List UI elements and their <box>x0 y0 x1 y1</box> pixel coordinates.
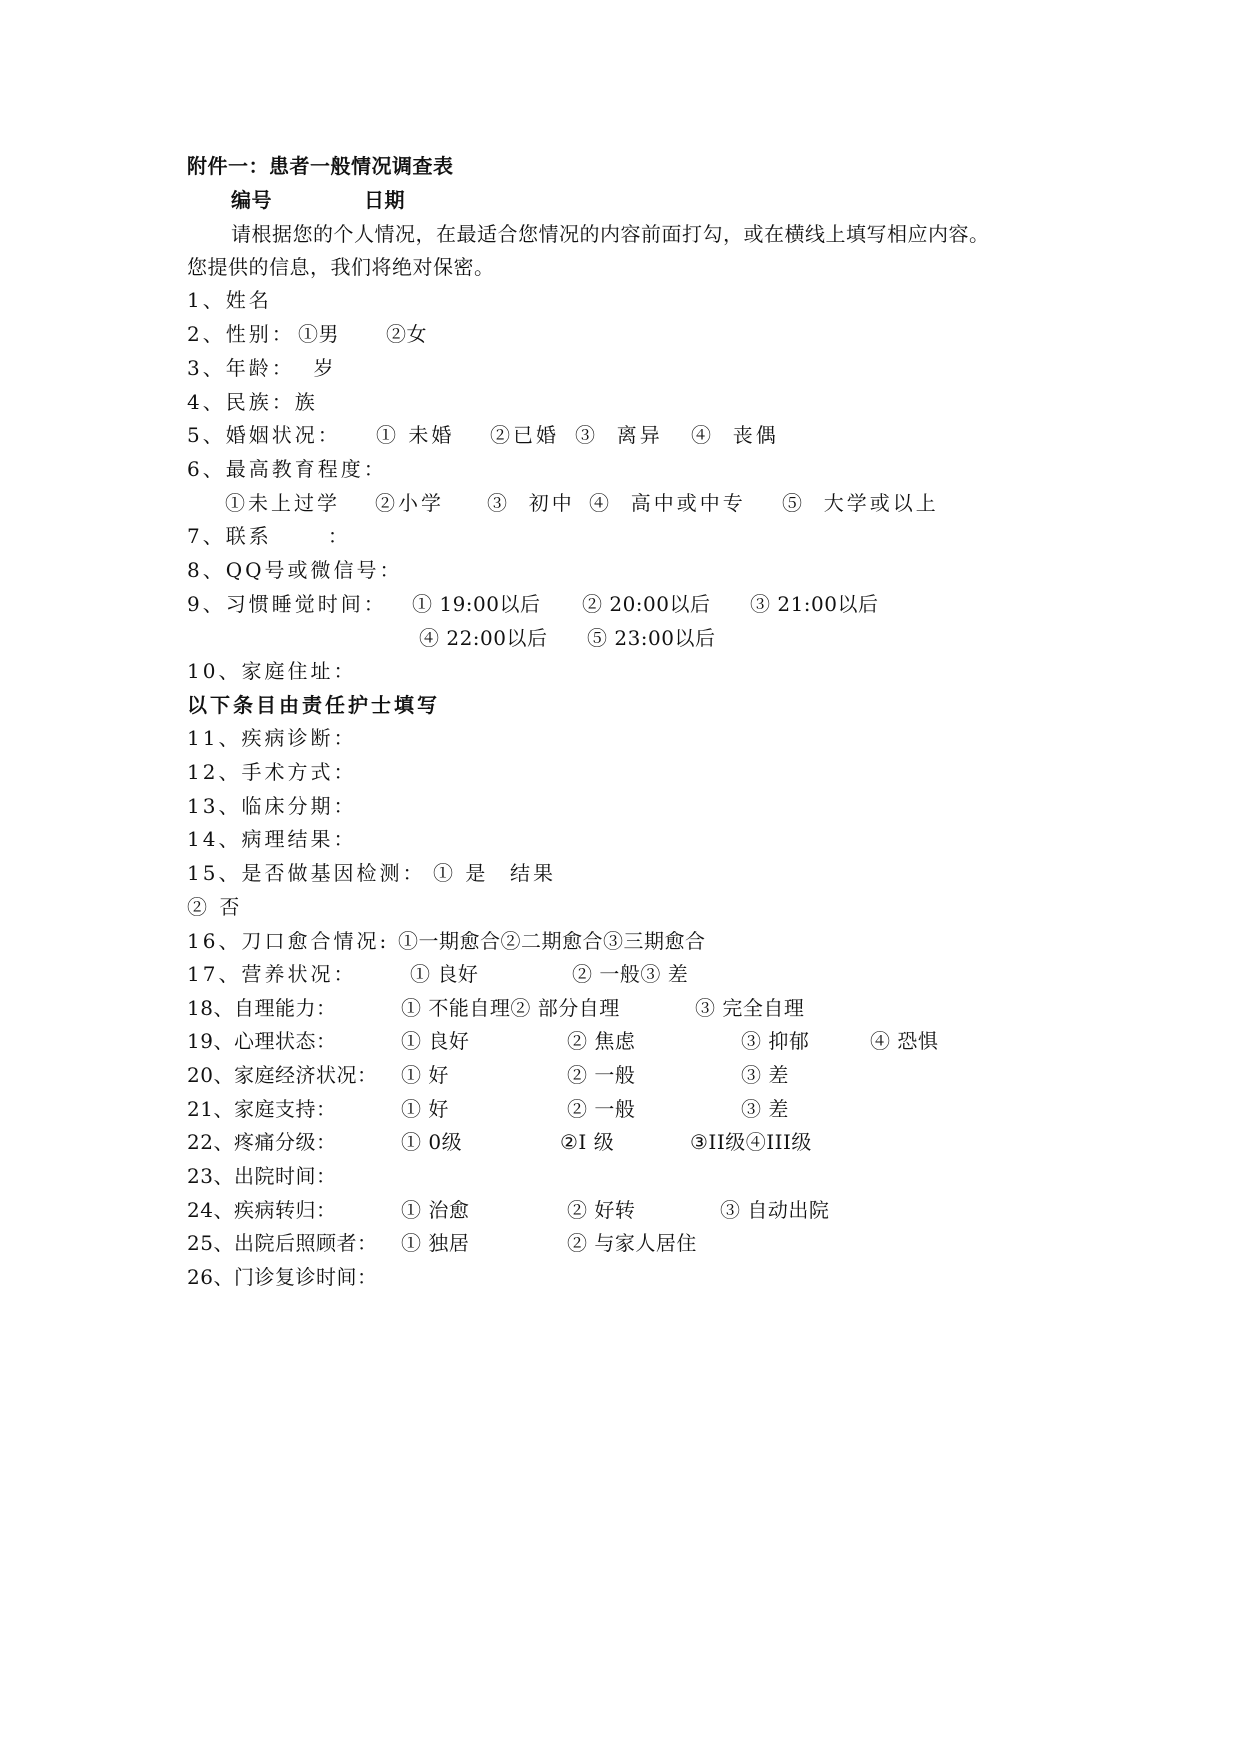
question-6-option-4: ④ 高中或中专 <box>589 491 746 515</box>
question-6-option-3: ③ 初中 <box>487 491 575 515</box>
question-13: 13、临床分期： <box>187 794 357 818</box>
question-12: 12、手术方式： <box>187 760 357 784</box>
question-22-label: 22、疼痛分级： <box>187 1130 337 1154</box>
question-5-option-2: ②已婚 <box>490 423 559 447</box>
question-15-option-1: ① 是 <box>433 861 489 885</box>
question-6-label: 6、最高教育程度： <box>187 457 387 481</box>
intro-line-2: 您提供的信息，我们将绝对保密。 <box>187 255 495 279</box>
question-19-option-2: ② 焦虑 <box>567 1029 636 1053</box>
question-9-option-4: ④ 22:00以后 <box>419 626 548 650</box>
question-5-label: 5、婚姻状况： <box>187 423 341 447</box>
question-2-option-2: ②女 <box>386 322 427 346</box>
question-14: 14、病理结果： <box>187 827 357 851</box>
question-21-option-1: ① 好 <box>401 1097 449 1121</box>
question-15-result-label: 结果 <box>510 861 556 885</box>
question-20-option-1: ① 好 <box>401 1063 449 1087</box>
number-label: 编号 <box>231 188 272 212</box>
question-25-label: 25、出院后照顾者： <box>187 1231 378 1255</box>
question-6-option-2: ②小学 <box>375 491 444 515</box>
question-17-option-2: ② 一般③ 差 <box>572 962 689 986</box>
question-19-option-4: ④ 恐惧 <box>870 1029 939 1053</box>
question-26: 26、门诊复诊时间： <box>187 1265 378 1289</box>
question-24-label: 24、疾病转归： <box>187 1198 337 1222</box>
document-title: 附件一：患者一般情况调查表 <box>187 154 454 178</box>
question-9-option-2: ② 20:00以后 <box>582 592 711 616</box>
date-label: 日期 <box>364 188 405 212</box>
question-23: 23、出院时间： <box>187 1164 337 1188</box>
question-16-label: 16、刀口愈合情况: <box>187 929 390 953</box>
question-24-option-3: ③ 自动出院 <box>720 1198 830 1222</box>
question-10: 10、家庭住址： <box>187 659 357 683</box>
question-25-option-1: ① 独居 <box>401 1231 470 1255</box>
question-5-option-3: ③ 离异 <box>575 423 663 447</box>
question-5-option-4: ④ 丧偶 <box>691 423 779 447</box>
question-8: 8、QQ号或微信号： <box>187 558 403 582</box>
question-19-label: 19、心理状态： <box>187 1029 337 1053</box>
question-1: 1、姓名 <box>187 288 272 312</box>
question-20-option-3: ③ 差 <box>741 1063 789 1087</box>
question-22-option-3: ③II级④III级 <box>690 1130 812 1154</box>
question-9-label: 9、习惯睡觉时间： <box>187 592 387 616</box>
question-16-options: ①一期愈合②二期愈合③三期愈合 <box>398 929 706 953</box>
question-17-label: 17、营养状况： <box>187 962 357 986</box>
question-11: 11、疾病诊断： <box>187 726 357 750</box>
question-2-option-1: ①男 <box>298 322 339 346</box>
question-20-label: 20、家庭经济状况： <box>187 1063 378 1087</box>
question-9-option-1: ① 19:00以后 <box>412 592 541 616</box>
question-21-option-3: ③ 差 <box>741 1097 789 1121</box>
question-5-option-1: ① 未婚 <box>376 423 455 447</box>
question-6-option-1: ①未上过学 <box>225 491 340 515</box>
question-18-option-1: ① 不能自理② 部分自理 <box>401 996 620 1020</box>
question-2-label: 2、性别： <box>187 322 295 346</box>
question-24-option-2: ② 好转 <box>567 1198 636 1222</box>
question-21-label: 21、家庭支持： <box>187 1097 337 1121</box>
question-21-option-2: ② 一般 <box>567 1097 636 1121</box>
question-6-option-5: ⑤ 大学或以上 <box>782 491 939 515</box>
question-17-option-1: ① 良好 <box>410 962 479 986</box>
question-22-option-2: ②I 级 <box>560 1130 615 1154</box>
question-19-option-3: ③ 抑郁 <box>741 1029 810 1053</box>
question-18-label: 18、自理能力： <box>187 996 337 1020</box>
question-19-option-1: ① 良好 <box>401 1029 470 1053</box>
question-9-option-3: ③ 21:00以后 <box>750 592 879 616</box>
question-3: 3、年龄： 岁 <box>187 356 337 380</box>
nurse-section-heading: 以下条目由责任护士填写 <box>187 693 440 717</box>
question-25-option-2: ② 与家人居住 <box>567 1231 697 1255</box>
question-24-option-1: ① 治愈 <box>401 1198 470 1222</box>
intro-line-1: 请根据您的个人情况，在最适合您情况的内容前面打勾，或在横线上填写相应内容。 <box>231 222 990 246</box>
question-18-option-2: ③ 完全自理 <box>695 996 805 1020</box>
question-4: 4、民族：族 <box>187 390 318 414</box>
question-7: 7、联系 ： <box>187 524 351 548</box>
question-22-option-1: ① 0级 <box>401 1130 463 1154</box>
question-20-option-2: ② 一般 <box>567 1063 636 1087</box>
question-15-label: 15、是否做基因检测： <box>187 861 426 885</box>
question-9-option-5: ⑤ 23:00以后 <box>587 626 716 650</box>
question-15-option-2: ② 否 <box>187 895 243 919</box>
